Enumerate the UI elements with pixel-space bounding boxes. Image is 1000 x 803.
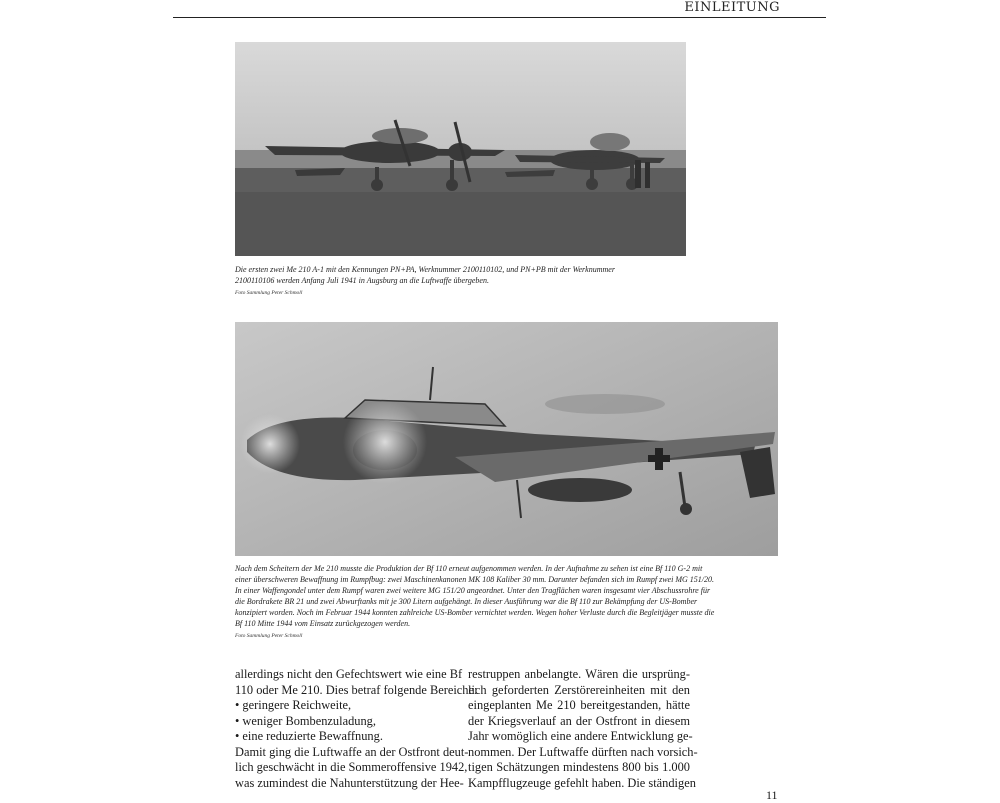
photo-bf110-inflight — [235, 322, 778, 556]
caption-line: Nach dem Scheitern der Me 210 musste die Produktion der Bf 110 erneut aufgenommen werden. In der Aufnahme zu sehen ist eine Bf 110 G-2 mit — [235, 564, 703, 573]
body-line: nommen. Der Luftwaffe dürften nach vorsich- — [468, 744, 698, 759]
body-line: was zumindest die Nahunterstützung der Hee- — [235, 775, 464, 790]
page-header — [173, 0, 826, 18]
body-line: Jahr womöglich eine andere Entwicklung ge- — [468, 729, 693, 743]
body-line: allerdings nicht den Gefechtswert wie eine Bf — [235, 667, 463, 681]
body-line: Kampfflugzeuge gefehlt haben. Die ständigen — [468, 775, 696, 790]
bullet-item: • eine reduzierte Bewaffnung. — [235, 729, 383, 743]
caption-line: In einer Waffengondel unter dem Rumpf waren zwei weitere MG 151/20 angeordnet. Unter den Tragflächen waren insgesamt vier Abschussrohre für — [235, 586, 711, 595]
photo-credit-2: Foto Sammlung Peter Schmoll — [235, 633, 303, 639]
photo-caption-2 — [235, 563, 780, 629]
section-title: EINLEITUNG — [684, 0, 780, 15]
body-line: lich geforderten Zerstörereinheiten mit den — [468, 682, 690, 697]
body-line: eingeplanten Me 210 bereitgestanden, hätte — [468, 698, 690, 712]
body-column-right — [468, 667, 698, 791]
caption-line: 2100110106 werden Anfang Juli 1941 in Augsburg an die Luftwaffe übergeben. — [235, 276, 489, 285]
body-line: Damit ging die Luftwaffe an der Ostfront deut- — [235, 744, 469, 759]
caption-line: konzipiert worden. Noch im Februar 1944 konnten zahlreiche US-Bomber vernichtet werden. Wegen hoher Verluste durch die Begleitjäger musste die — [235, 608, 715, 617]
photo-caption-1 — [235, 264, 690, 286]
page-number: 11 — [766, 788, 778, 802]
caption-line: Bf 110 Mitte 1944 vom Einsatz zurückgezogen werden. — [235, 619, 411, 628]
bullet-item: • geringere Reichweite, — [235, 698, 352, 712]
body-line: restruppen anbelangte. Wären die ursprüng- — [468, 667, 690, 681]
photo-me210-pair — [235, 42, 686, 256]
body-line: tigen Schätzungen mindestens 800 bis 1.000 — [468, 760, 690, 774]
caption-line: die Bordrakete BR 21 und zwei Abwurftanks mit je 300 Litern aufgehängt. In dieser Ausführung war die Bf 110 zur Bekämpfung der US-Bomber — [235, 597, 698, 606]
bullet-item: • weniger Bombenzuladung, — [235, 713, 376, 728]
body-column-left — [235, 667, 478, 791]
body-line: lich geschwächt in die Sommeroffensive 1942, — [235, 760, 468, 774]
body-line: 110 oder Me 210. Dies betraf folgende Bereiche: — [235, 682, 478, 697]
caption-line: einer überschweren Bewaffnung im Rumpfbug: zwei Maschinenkanonen MK 108 Kaliber 30 mm. Darunter befanden sich im Rumpf zwei MG 151/20. — [235, 575, 714, 584]
caption-line: Die ersten zwei Me 210 A-1 mit den Kennungen PN+PA, Werknummer 2100110102, und PN+PB mit der Werknummer — [235, 265, 615, 274]
body-line: der Kriegsverlauf an der Ostfront in diesem — [468, 713, 690, 728]
photo-credit-1: Foto Sammlung Peter Schmoll — [235, 290, 303, 296]
